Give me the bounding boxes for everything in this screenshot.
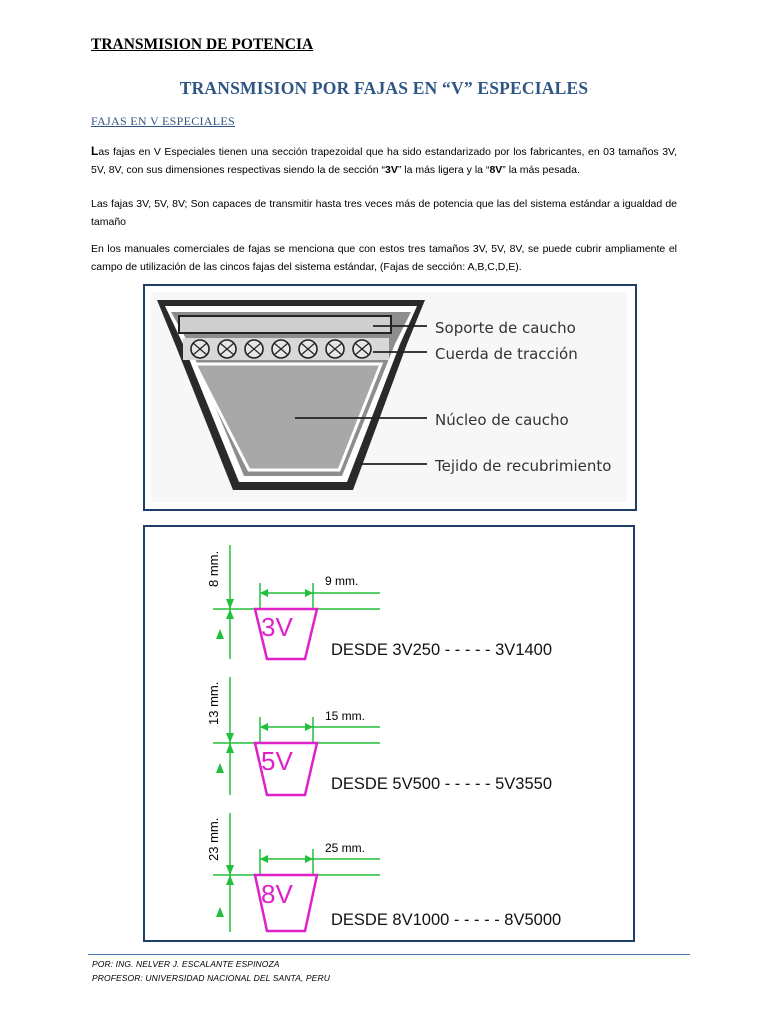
paragraph-intro-text-a: as fajas en V Especiales tienen una sección trapezoidal que ha sido estandarizado por los fabricantes, en 03 tamaños 3V, 5V, 8V, con sus dimensiones respectivas siendo la de sección “ xyxy=(91,146,677,176)
footer-divider xyxy=(88,954,690,955)
belt-8v-range: DESDE 8V1000 - - - - - 8V5000 xyxy=(331,911,562,929)
paragraph-intro-bold-3v: 3V xyxy=(384,164,398,176)
label-cover-fabric: Tejido de recubrimiento xyxy=(435,457,612,475)
belt-5v-width: 15 mm. xyxy=(325,709,366,723)
belt-3v-height: 8 mm. xyxy=(206,550,221,587)
page-title: TRANSMISION POR FAJAS EN “V” ESPECIALES xyxy=(179,78,589,98)
paragraph-intro xyxy=(91,142,677,179)
paragraph-manuals: En los manuales comerciales de fajas se menciona que con estos tres tamaños 3V, 5V, 8V, se puede cubrir ampliamente el campo de utilización de las cincos fajas del sistema estándar, (Fajas de sección: A,B,C,D,E). xyxy=(91,243,677,273)
paragraph-intro-text-c: ” la más pesada. xyxy=(502,164,580,176)
paragraph-intro-text-b: ” la más ligera y la “ xyxy=(397,164,490,176)
page-header: TRANSMISION DE POTENCIA xyxy=(91,36,314,53)
belt-8v-label: 8V xyxy=(261,879,293,909)
belt-3v-label: 3V xyxy=(261,612,293,642)
label-traction-cord: Cuerda de tracción xyxy=(435,345,578,363)
belt-5v-height: 13 mm. xyxy=(206,681,221,725)
drop-letter: L xyxy=(91,144,99,158)
belt-sizes-svg xyxy=(145,527,633,940)
belt-5v-label: 5V xyxy=(261,746,293,776)
belt-3v-width: 9 mm. xyxy=(325,574,359,588)
section-heading: FAJAS EN V ESPECIALES xyxy=(91,114,235,128)
belt-8v-group xyxy=(206,813,561,932)
belt-3v-group xyxy=(206,545,552,659)
paragraph-intro-bold-8v: 8V xyxy=(489,164,503,176)
belt-sizes-figure xyxy=(143,525,635,942)
belt-8v-width: 25 mm. xyxy=(325,841,366,855)
footer-affiliation: PROFESOR: UNIVERSIDAD NACIONAL DEL SANTA, PERU xyxy=(92,973,330,983)
label-rubber-support: Soporte de caucho xyxy=(435,319,576,337)
belt-8v-height: 23 mm. xyxy=(206,817,221,861)
belt-5v-range: DESDE 5V500 - - - - - 5V3550 xyxy=(331,775,553,793)
belt-cross-section-svg xyxy=(145,286,635,509)
belt-5v-group xyxy=(206,677,552,795)
label-rubber-core: Núcleo de caucho xyxy=(435,411,569,429)
rubber-support-band xyxy=(179,316,391,333)
footer-author: POR: ING. NELVER J. ESCALANTE ESPINOZA xyxy=(92,959,280,969)
paragraph-capacity: Las fajas 3V, 5V, 8V; Son capaces de transmitir hasta tres veces más de potencia que las del sistema estándar a igualdad de tamaño xyxy=(91,198,677,228)
belt-cross-section-figure xyxy=(143,284,637,511)
belt-3v-range: DESDE 3V250 - - - - - 3V1400 xyxy=(331,641,553,659)
